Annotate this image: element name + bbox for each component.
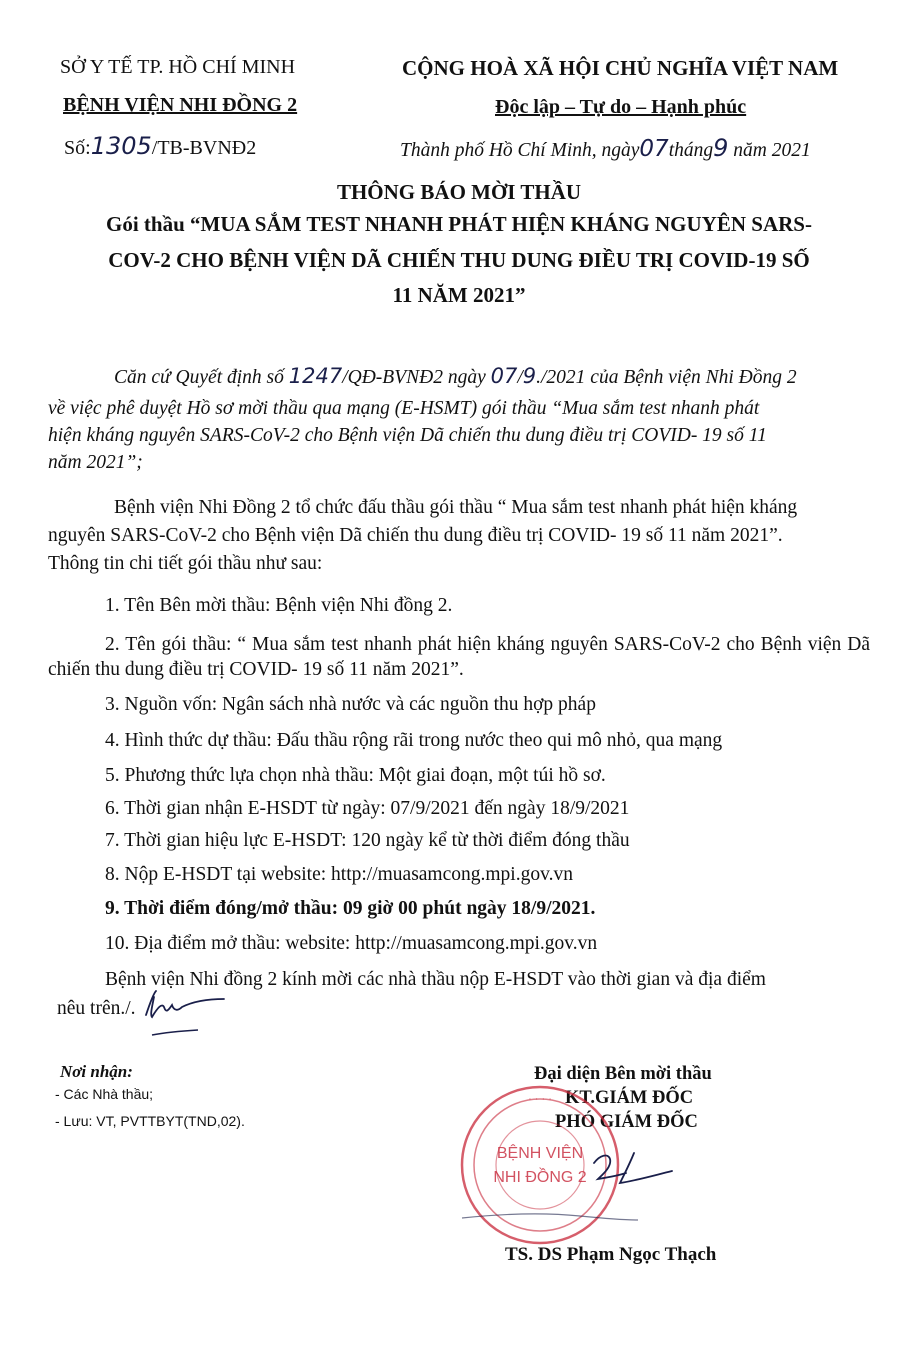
item-funding: 3. Nguồn vốn: Ngân sách nhà nước và các nguồn thu hợp pháp [105,694,596,715]
national-title: CỘNG HOÀ XÃ HỘI CHỦ NGHĨA VIỆT NAM [402,56,839,80]
stamp-text-line1: BỆNH VIỆN [496,1145,584,1162]
date-suffix: năm 2021 [733,140,811,161]
basis-text-b: /QĐ-BVNĐ2 ngày [342,367,491,388]
document-date [400,134,811,162]
intro-line1: Bệnh viện Nhi Đồng 2 tổ chức đấu thầu gói thầu “ Mua sắm test nhanh phát hiện kháng [114,497,798,518]
initials-underline [150,1028,200,1038]
basis-text-a: Căn cứ Quyết định số [114,367,289,388]
decision-month: 9 [522,364,537,388]
recipients-heading: Nơi nhận: [60,1062,133,1081]
document-number [64,132,256,160]
stamp-text-line2: NHI ĐỒNG 2 [493,1169,587,1186]
basis-text-c: / [517,367,523,388]
signer-name: TS. DS Phạm Ngọc Thạch [505,1244,717,1265]
item-bidder: 1. Tên Bên mời thầu: Bệnh viện Nhi đồng 2. [105,595,453,616]
item-validity: 7. Thời gian hiệu lực E-HSDT: 120 ngày kể từ thời điểm đóng thầu [105,830,630,851]
director-signature [590,1145,680,1195]
item-package-name: 2. Tên gói thầu: “ Mua sắm test nhanh phát hiện kháng nguyên SARS-CoV-2 cho Bệnh viện Dã chiến thu dung điều trị COVID- 19 số 11 năm 2021”. [48,634,870,680]
number-suffix: /TB-BVNĐ2 [151,137,257,159]
svg-text:· · · ·: · · · · [528,1093,552,1105]
notice-title: THÔNG BÁO MỜI THẦU [336,180,582,204]
intro-line2: nguyên SARS-CoV-2 cho Bệnh viện Dã chiến thu dung điều trị COVID- 19 số 11 năm 2021”. [48,525,783,546]
date-month: 9 [713,134,729,162]
number-prefix: Số: [64,137,91,159]
decision-number: 1247 [288,364,343,388]
item-bid-form: 4. Hình thức dự thầu: Đấu thầu rộng rãi trong nước theo qui mô nhỏ, qua mạng [105,730,723,751]
agency-name: SỞ Y TẾ TP. HỒ CHÍ MINH [60,56,296,78]
item-submission-site: 8. Nộp E-HSDT tại website: http://muasamcong.mpi.gov.vn [105,864,573,885]
hospital-name: BỆNH VIỆN NHI ĐỒNG 2 [63,94,298,116]
intro-line3: Thông tin chi tiết gói thầu như sau: [48,553,323,574]
signature-title-line1: KT.GIÁM ĐỐC [565,1088,694,1108]
decision-day: 07 [490,364,518,388]
package-title-line1: Gói thầu “MUA SẮM TEST NHANH PHÁT HIỆN KHÁNG NGUYÊN SARS- [106,212,812,236]
item-closing-time: 9. Thời điểm đóng/mở thầu: 09 giờ 00 phút ngày 18/9/2021. [105,898,596,919]
recipient-item: - Lưu: VT, PVTTBYT(TND,02). [55,1113,245,1129]
national-motto: Độc lập – Tự do – Hạnh phúc [495,96,747,118]
closing-line2: nêu trên./. [57,998,136,1019]
initials-signature [140,985,230,1025]
closing-line1: Bệnh viện Nhi đồng 2 kính mời các nhà thầu nộp E-HSDT vào thời gian và địa điểm [105,969,766,990]
item-selection-method: 5. Phương thức lựa chọn nhà thầu: Một giai đoạn, một túi hồ sơ. [105,765,606,786]
date-mid: tháng [668,140,714,161]
basis-line4: năm 2021”; [48,452,143,473]
package-title-line3: 11 NĂM 2021” [392,283,526,307]
package-title-line2: COV-2 CHO BỆNH VIỆN DÃ CHIẾN THU DUNG ĐIỀU TRỊ COVID-19 SỐ [108,248,810,272]
signature-stroke [460,1208,640,1228]
date-prefix: Thành phố Hồ Chí Minh, ngày [400,140,640,161]
signature-role: Đại diện Bên mời thầu [534,1064,712,1084]
recipient-item: - Các Nhà thầu; [55,1086,154,1102]
number-handwritten: 1305 [90,132,152,160]
basis-line3: hiện kháng nguyên SARS-CoV-2 cho Bệnh viện Dã chiến thu dung điều trị COVID- 19 số 11 [48,425,767,446]
basis-line2: về việc phê duyệt Hồ sơ mời thầu qua mạng (E-HSMT) gói thầu “Mua sắm test nhanh phát [48,398,760,419]
item-receiving-period: 6. Thời gian nhận E-HSDT từ ngày: 07/9/2021 đến ngày 18/9/2021 [105,798,630,819]
signature-title-line2: PHÓ GIÁM ĐỐC [555,1112,698,1132]
basis-text-d: ./2021 của Bệnh viện Nhi Đồng 2 [536,367,797,388]
date-day: 07 [639,136,669,162]
item-opening-location: 10. Địa điểm mở thầu: website: http://muasamcong.mpi.gov.vn [105,933,598,954]
basis-line1 [114,364,797,389]
